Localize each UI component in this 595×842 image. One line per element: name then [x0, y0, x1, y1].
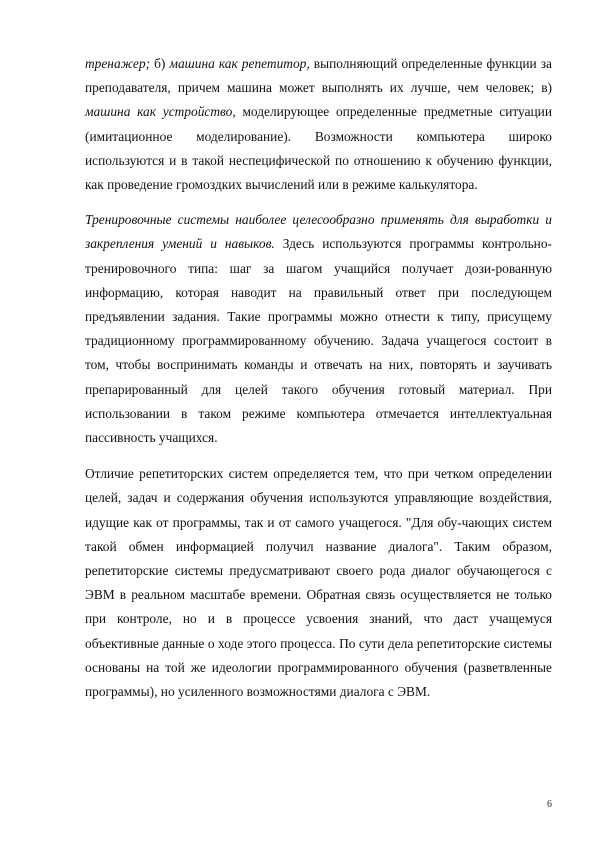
paragraph-training-systems: [85, 208, 552, 450]
text-run: тренажер;: [85, 56, 151, 71]
text-run: моделирующее определенные предметные ситуации (имитационное моделирование). Возможности компьютера широко используются и в такой неспецифической по отношению к обучению функции, как проведение громоздких вычислений или в режиме калькулятора.: [85, 104, 553, 193]
text-run: машина как устройство,: [85, 104, 236, 120]
text-run: машина как репетитор,: [169, 56, 310, 71]
text-run: б): [150, 56, 170, 71]
text-run: Отличие репетиторских систем определяется тем, что при четком определении целей, задач и содержания обучения используются управляющие воздействия, идущие как от программы, так и от самого учащегося. "Для обу-чающих систем такой обмен информацией получил название диалога". Таким образом, репетиторские системы предусматривают своего рода диалог обучающегося с ЭВМ в реальном масштабе времени. Обратная связь осуществляется не только при контроле, но и в процессе усвоения знаний, что даст учащемуся объективные данные о ходе этого процесса. По сути дела репетиторские системы основаны на той же идеологии программированного обучения (разветвленные программы), но усиленного возможностями диалога с ЭВМ.: [85, 466, 552, 700]
text-run: выполняющий определенные функции за преподавателя, причем машина может выполнять их лучше, чем человек; в): [85, 56, 552, 96]
page-content: [85, 52, 552, 704]
page-number: 6: [547, 799, 552, 810]
text-run: Тренировочные системы наиболее целесообразно применять для выработки и закрепления умений и навыков.: [85, 212, 552, 252]
paragraph-tutoring-systems: [85, 462, 552, 704]
text-run: Здесь используются программы контрольно-тренировочного типа: шаг за шагом учащийся получает дози-рованную информацию, которая наводит на правильный ответ при последующем предъявлении задания. Такие программы можно отнести к типу, присущему традиционному программированному обучению. Задача учащегося состоит в том, чтобы воспринимать команды и отвечать на них, повторять и заучивать препарированный для целей такого обучения готовый материал. При использовании в таком режиме компьютера отмечается интеллектуальная пассивность учащихся.: [85, 236, 553, 446]
paragraph-training-roles: [85, 52, 552, 197]
